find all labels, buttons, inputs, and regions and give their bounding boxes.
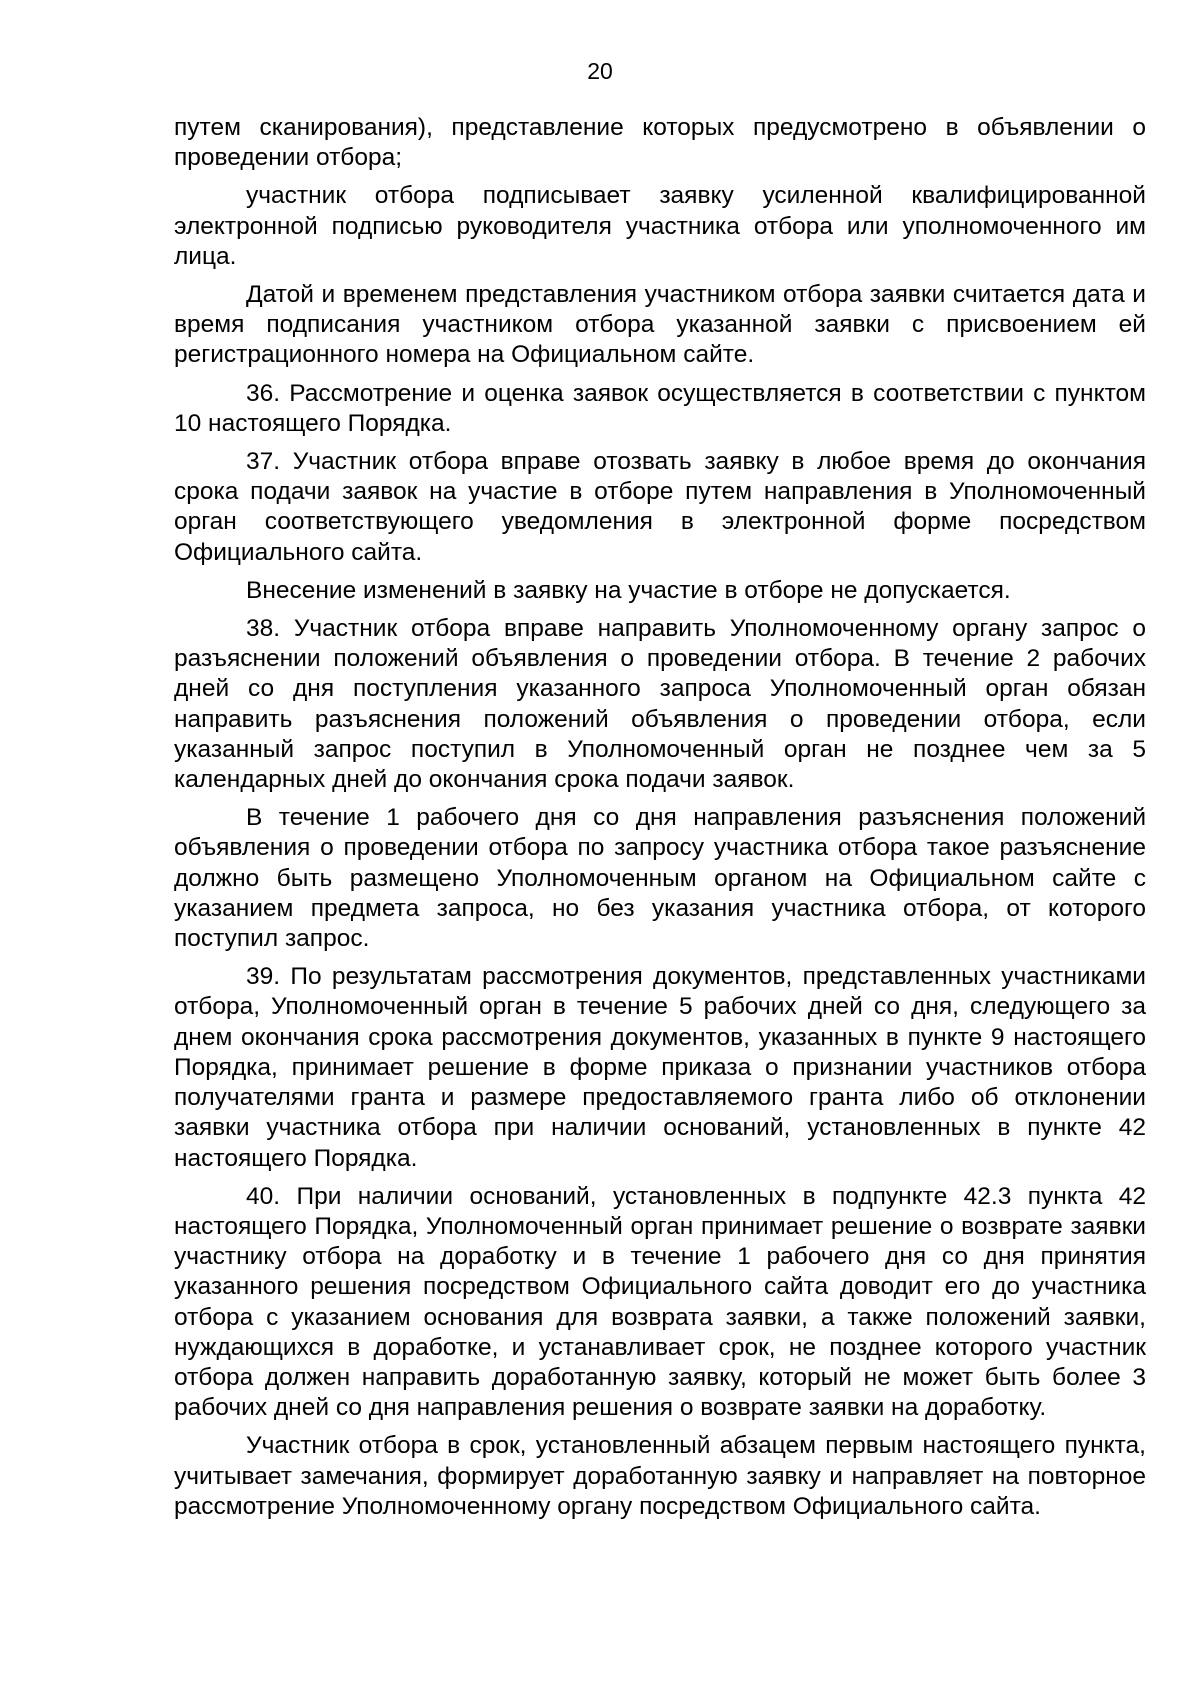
document-body (174, 113, 1146, 1530)
paragraph: участник отбора подписывает заявку усиленной квалифицированной электронной подписью руководителя участника отбора или уполномоченного им лица. (174, 182, 1146, 270)
paragraph-item-40: 40. При наличии оснований, установленных в подпункте 42.3 пункта 42 настоящего Порядка, Уполномоченный орган принимает решение о возврате заявки участнику отбора на доработку и в течение 1 рабочего дня со дня принятия указанного решения посредством Официального сайта доводит его до участника отбора с указанием основания для возврата заявки, а также положений заявки, нуждающихся в доработке, и устанавливает срок, не позднее которого участник отбора должен направить доработанную заявку, который не может быть более 3 рабочих дней со дня направления решения о возврате заявки на доработку. (174, 1182, 1146, 1422)
paragraph: путем сканирования), представление которых предусмотрено в объявлении о проведении отбора; (174, 114, 1146, 172)
paragraph-item-38: 38. Участник отбора вправе направить Уполномоченному органу запрос о разъяснении положений объявления о проведении отбора. В течение 2 рабочих дней со дня поступления указанного запроса Уполномоченный орган обязан направить разъяснения положений объявления о проведении отбора, если указанный запрос поступил в Уполномоченный орган не позднее чем за 5 календарных дней до окончания срока подачи заявок. (174, 615, 1146, 794)
paragraph: Внесение изменений в заявку на участие в отборе не допускается. (246, 576, 1011, 604)
page-number: 20 (587, 58, 613, 84)
paragraph-item-39: 39. По результатам рассмотрения документов, представленных участниками отбора, Уполномоченный орган в течение 5 рабочих дней со дня, следующего за днем окончания срока рассмотрения документов, указанных в пункте 9 настоящего Порядка, принимает решение в форме приказа о признании участников отбора получателями гранта и размере предоставляемого гранта либо об отклонении заявки участника отбора при наличии оснований, установленных в пункте 42 настоящего Порядка. (174, 963, 1146, 1172)
paragraph: В течение 1 рабочего дня со дня направления разъяснения положений объявления о проведении отбора по запросу участника отбора такое разъяснение должно быть размещено Уполномоченным органом на Официальном сайте с указанием предмета запроса, но без указания участника отбора, от которого поступил запрос. (174, 804, 1146, 953)
paragraph: Участник отбора в срок, установленный абзацем первым настоящего пункта, учитывает замечания, формирует доработанную заявку и направляет на повторное рассмотрение Уполномоченному органу посредством Официального сайта. (174, 1432, 1146, 1520)
paragraph: Датой и временем представления участником отбора заявки считается дата и время подписания участником отбора указанной заявки с присвоением ей регистрационного номера на Официальном сайте. (174, 281, 1146, 369)
paragraph-item-36: 36. Рассмотрение и оценка заявок осуществляется в соответствии с пунктом 10 настоящего Порядка. (174, 379, 1146, 437)
paragraph-item-37: 37. Участник отбора вправе отозвать заявку в любое время до окончания срока подачи заявок на участие в отборе путем направления в Уполномоченный орган соответствующего уведомления в электронной форме посредством Официального сайта. (174, 448, 1146, 566)
